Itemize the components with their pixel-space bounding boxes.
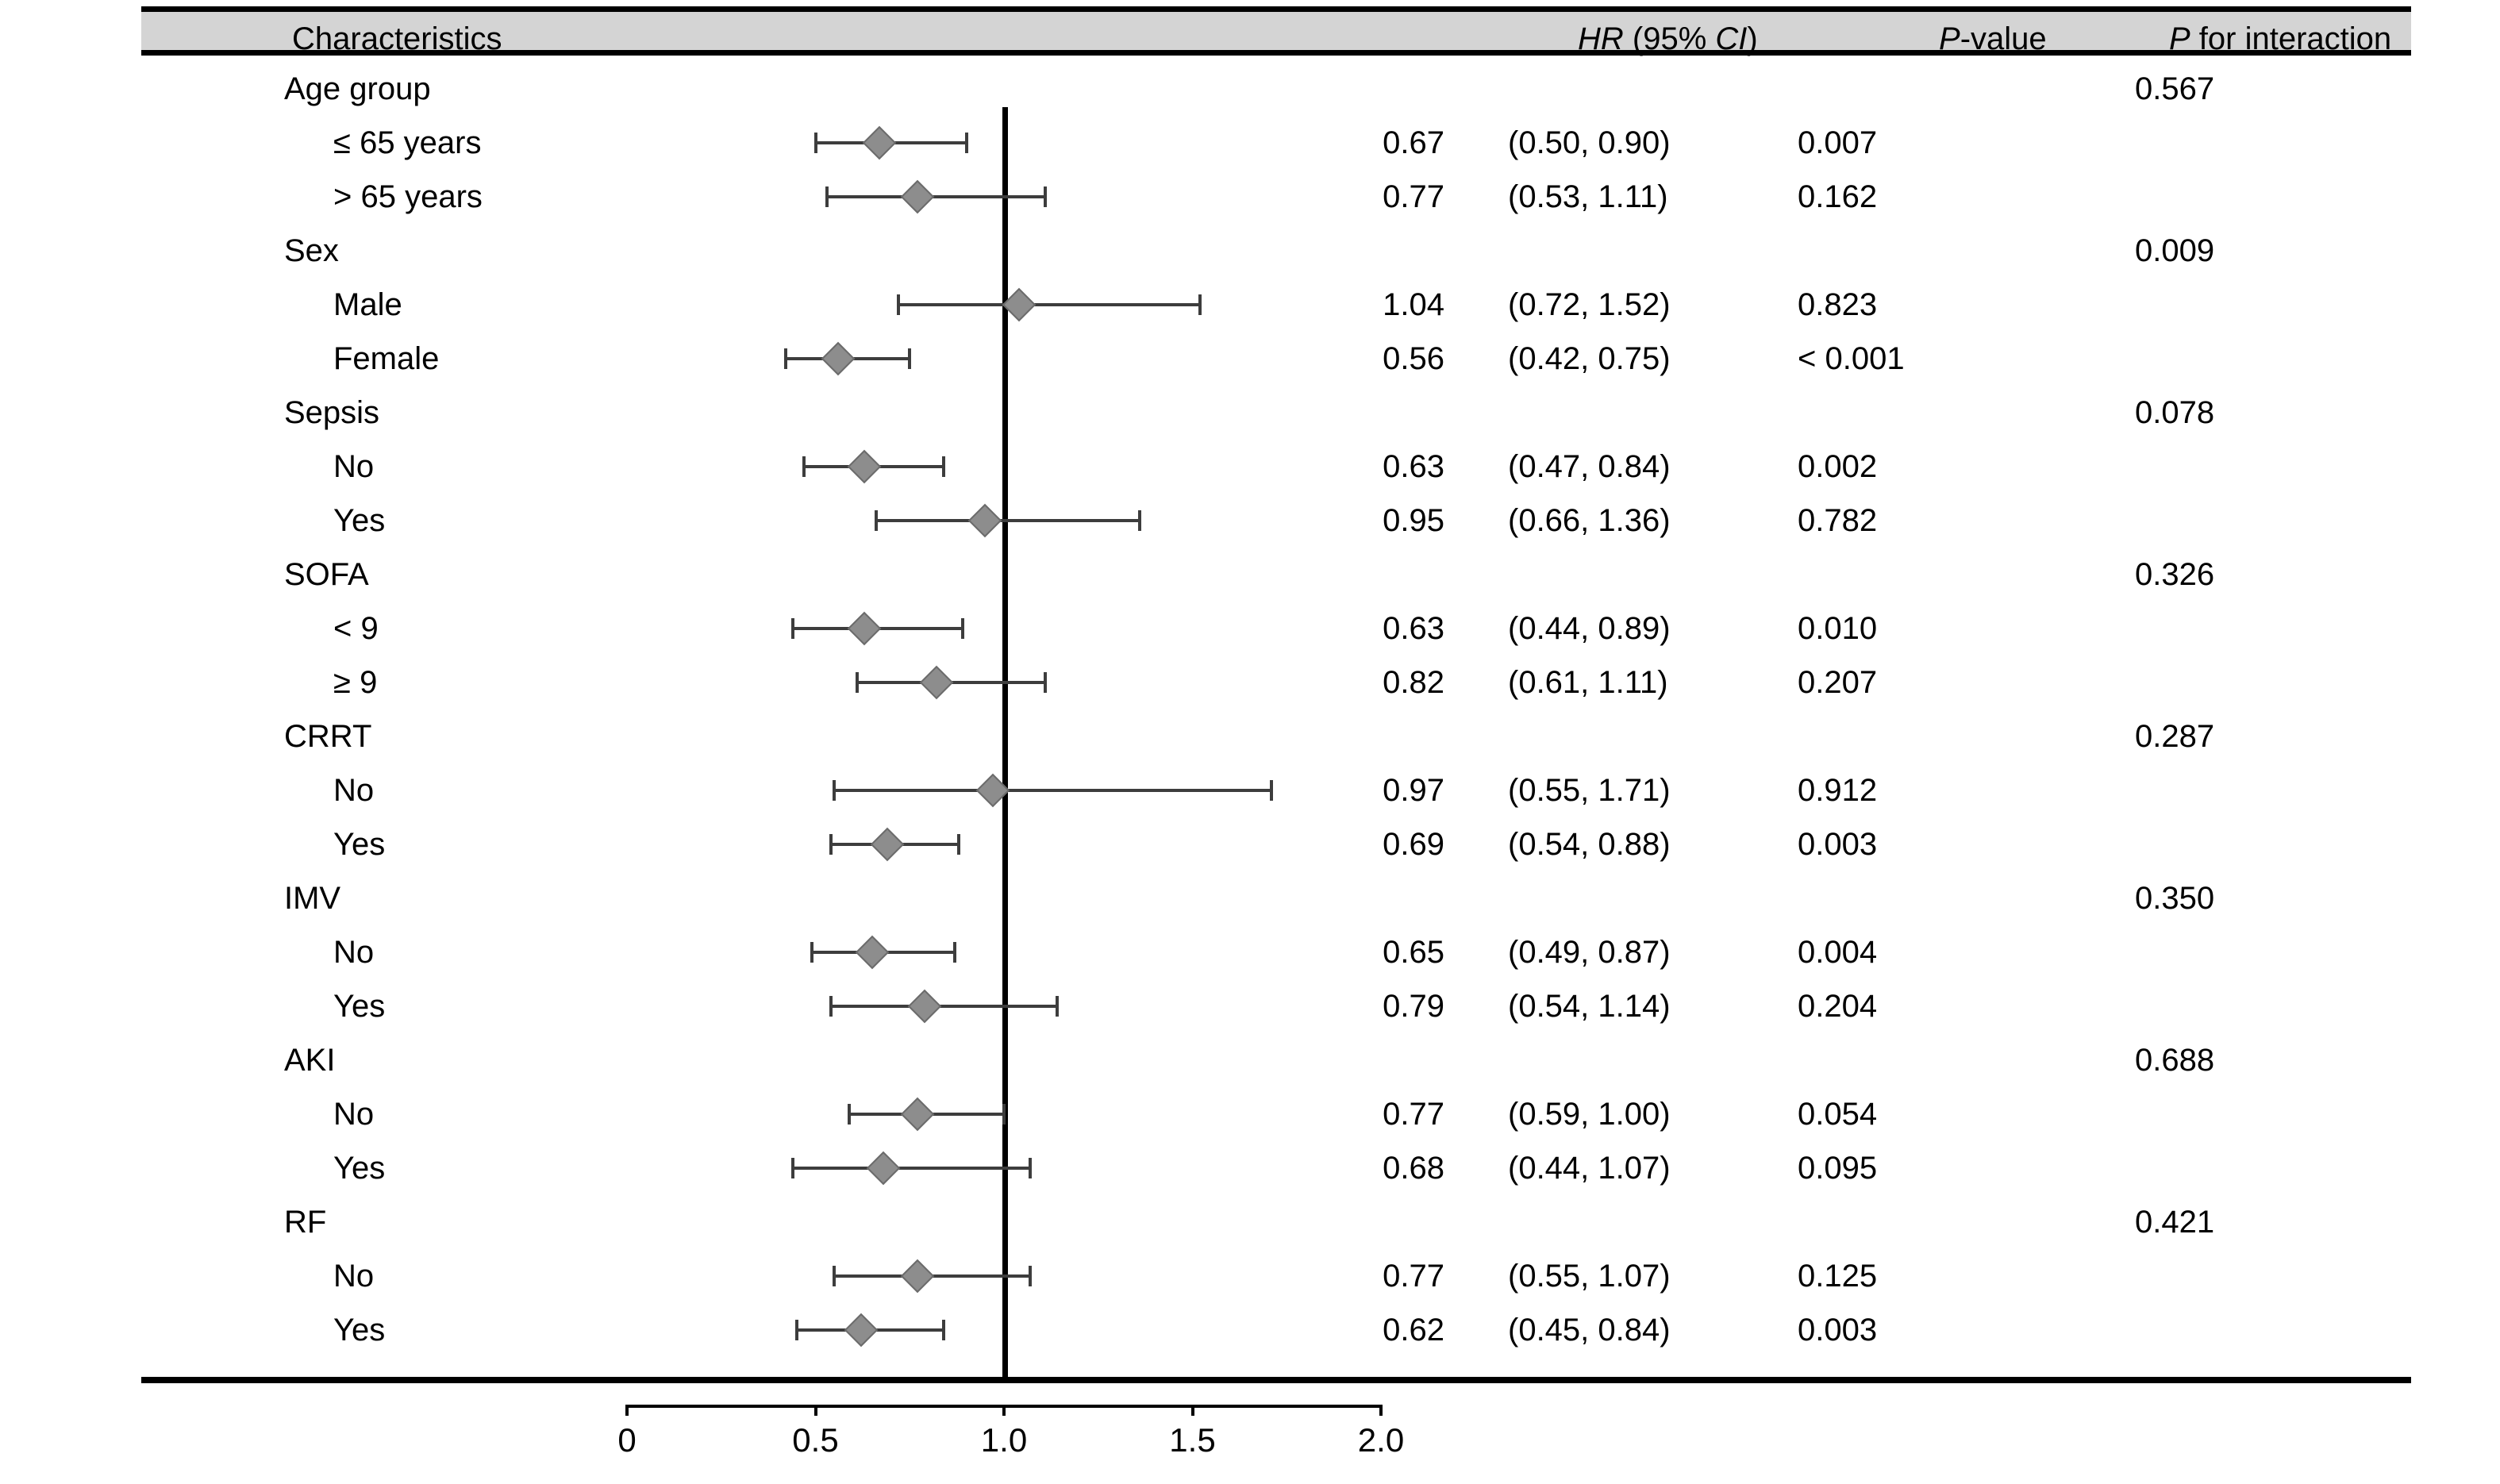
table-row [0, 170, 2500, 224]
confidence-interval: (0.42, 0.75) [1508, 341, 1671, 376]
axis-tick [625, 1405, 629, 1416]
axis-tick-label: 1.0 [980, 1421, 1028, 1459]
hr-value: 0.65 [1383, 935, 1444, 970]
hr-value: 0.77 [1383, 1097, 1444, 1132]
axis-tick-label: 0.5 [792, 1421, 839, 1459]
table-row [0, 871, 2500, 925]
row-subgroup-label: Yes [333, 827, 386, 862]
axis-tick [1191, 1405, 1194, 1416]
point-estimate-marker [901, 1098, 934, 1131]
ci-whisker [876, 519, 1140, 522]
hr-value: 0.82 [1383, 665, 1444, 700]
confidence-interval: (0.59, 1.00) [1508, 1097, 1671, 1132]
confidence-interval: (0.53, 1.11) [1508, 179, 1668, 214]
p-value: < 0.001 [1798, 341, 1905, 376]
axis-tick-label: 2.0 [1357, 1421, 1405, 1459]
point-estimate-marker [1002, 288, 1036, 321]
row-subgroup-label: Female [333, 341, 440, 376]
p-value: 0.002 [1798, 449, 1878, 484]
point-estimate-marker [856, 936, 889, 969]
row-subgroup-label: ≥ 9 [333, 665, 378, 700]
ci-whisker [793, 1167, 1030, 1170]
table-row [0, 1087, 2500, 1141]
confidence-interval: (0.61, 1.11) [1508, 665, 1668, 700]
table-row [0, 1303, 2500, 1357]
p-interaction-value: 0.078 [2135, 395, 2215, 430]
table-row [0, 332, 2500, 386]
ci-whisker [831, 1005, 1057, 1008]
table-row [0, 548, 2500, 602]
ci-cap-upper [1002, 1104, 1006, 1125]
confidence-interval: (0.66, 1.36) [1508, 503, 1671, 538]
point-estimate-marker [844, 1313, 877, 1347]
ci-cap-upper [1029, 1158, 1032, 1178]
hr-value: 0.77 [1383, 1259, 1444, 1294]
row-subgroup-label: No [333, 1097, 375, 1132]
table-header [141, 6, 2411, 56]
hr-value: 0.63 [1383, 611, 1444, 646]
table-bottom-rule [141, 1377, 2411, 1383]
ci-cap-upper [957, 834, 960, 855]
ci-cap-upper [1044, 672, 1047, 693]
p-value: 0.003 [1798, 1313, 1878, 1348]
p-value: 0.207 [1798, 665, 1878, 700]
ci-cap-lower [810, 942, 813, 963]
point-estimate-marker [976, 774, 1010, 807]
axis-tick-label: 1.5 [1169, 1421, 1216, 1459]
table-row [0, 386, 2500, 440]
ci-cap-lower [795, 1320, 798, 1340]
ci-cap-lower [829, 996, 833, 1017]
table-row [0, 494, 2500, 548]
axis-tick-label: 0 [617, 1421, 637, 1459]
ci-whisker [898, 303, 1200, 306]
p-value: 0.095 [1798, 1151, 1878, 1186]
p-interaction-value: 0.350 [2135, 881, 2215, 916]
ci-cap-lower [784, 348, 787, 369]
p-value: 0.054 [1798, 1097, 1878, 1132]
p-value: 0.912 [1798, 773, 1878, 808]
hr-value: 0.62 [1383, 1313, 1444, 1348]
ci-cap-upper [961, 618, 964, 639]
row-group-label: Age group [284, 71, 431, 106]
row-group-label: AKI [284, 1043, 336, 1078]
row-subgroup-label: ≤ 65 years [333, 125, 482, 160]
row-subgroup-label: Male [333, 287, 402, 322]
hr-value: 1.04 [1383, 287, 1444, 322]
row-subgroup-label: No [333, 773, 375, 808]
point-estimate-marker [848, 612, 881, 645]
confidence-interval: (0.45, 0.84) [1508, 1313, 1671, 1348]
p-value: 0.004 [1798, 935, 1878, 970]
column-header-hr: HR (95% CI) [1578, 21, 1758, 56]
point-estimate-marker [871, 828, 904, 861]
table-row [0, 655, 2500, 709]
table-row [0, 62, 2500, 116]
p-value: 0.007 [1798, 125, 1878, 160]
axis-tick [1379, 1405, 1383, 1416]
p-value: 0.125 [1798, 1259, 1878, 1294]
confidence-interval: (0.72, 1.52) [1508, 287, 1671, 322]
ci-whisker [834, 789, 1271, 792]
table-row [0, 1249, 2500, 1303]
hr-value: 0.95 [1383, 503, 1444, 538]
point-estimate-marker [968, 504, 1002, 537]
ci-cap-upper [1056, 996, 1059, 1017]
table-row [0, 1033, 2500, 1087]
table-row [0, 116, 2500, 170]
hr-value: 0.67 [1383, 125, 1444, 160]
point-estimate-marker [867, 1151, 900, 1185]
row-subgroup-label: No [333, 449, 375, 484]
table-row [0, 1195, 2500, 1249]
p-value: 0.010 [1798, 611, 1878, 646]
row-group-label: CRRT [284, 719, 372, 754]
hr-value: 0.79 [1383, 989, 1444, 1024]
ci-cap-lower [848, 1104, 851, 1125]
table-row [0, 763, 2500, 817]
axis-tick [1002, 1405, 1006, 1416]
point-estimate-marker [848, 450, 881, 483]
row-subgroup-label: No [333, 1259, 375, 1294]
ci-cap-upper [1270, 780, 1273, 801]
ci-cap-upper [942, 456, 945, 477]
p-value: 0.823 [1798, 287, 1878, 322]
table-row [0, 1141, 2500, 1195]
ci-cap-lower [802, 456, 806, 477]
ci-cap-lower [814, 133, 817, 153]
hr-value: 0.68 [1383, 1151, 1444, 1186]
table-row [0, 925, 2500, 979]
row-subgroup-label: Yes [333, 1151, 386, 1186]
row-subgroup-label: > 65 years [333, 179, 483, 214]
p-interaction-value: 0.009 [2135, 233, 2215, 268]
confidence-interval: (0.55, 1.71) [1508, 773, 1671, 808]
point-estimate-marker [901, 1259, 934, 1293]
confidence-interval: (0.50, 0.90) [1508, 125, 1671, 160]
ci-cap-upper [1198, 294, 1202, 315]
row-group-label: SOFA [284, 557, 369, 592]
ci-whisker [827, 195, 1046, 198]
table-row [0, 817, 2500, 871]
confidence-interval: (0.55, 1.07) [1508, 1259, 1671, 1294]
row-group-label: Sex [284, 233, 339, 268]
row-group-label: RF [284, 1205, 327, 1240]
confidence-interval: (0.54, 0.88) [1508, 827, 1671, 862]
point-estimate-marker [821, 342, 855, 375]
ci-cap-lower [897, 294, 900, 315]
column-header-p-interaction: P for interaction [2169, 21, 2392, 56]
ci-cap-upper [1138, 510, 1141, 531]
p-value: 0.162 [1798, 179, 1878, 214]
point-estimate-marker [919, 666, 952, 699]
row-group-label: IMV [284, 881, 341, 916]
p-value: 0.204 [1798, 989, 1878, 1024]
column-header-pvalue: P-value [1939, 21, 2047, 56]
ci-cap-upper [908, 348, 911, 369]
ci-cap-lower [791, 1158, 794, 1178]
ci-cap-lower [875, 510, 878, 531]
ci-cap-lower [856, 672, 859, 693]
ci-cap-upper [1044, 186, 1047, 207]
confidence-interval: (0.54, 1.14) [1508, 989, 1671, 1024]
ci-cap-lower [829, 834, 833, 855]
ci-cap-lower [833, 1266, 836, 1286]
point-estimate-marker [908, 990, 941, 1023]
hr-value: 0.69 [1383, 827, 1444, 862]
axis-tick [814, 1405, 817, 1416]
row-subgroup-label: Yes [333, 503, 386, 538]
row-subgroup-label: < 9 [333, 611, 379, 646]
hr-value: 0.97 [1383, 773, 1444, 808]
table-row [0, 709, 2500, 763]
confidence-interval: (0.47, 0.84) [1508, 449, 1671, 484]
confidence-interval: (0.44, 1.07) [1508, 1151, 1671, 1186]
ci-cap-upper [965, 133, 968, 153]
ci-cap-upper [942, 1320, 945, 1340]
ci-cap-upper [953, 942, 956, 963]
confidence-interval: (0.44, 0.89) [1508, 611, 1671, 646]
row-group-label: Sepsis [284, 395, 380, 430]
table-row [0, 224, 2500, 278]
hr-value: 0.56 [1383, 341, 1444, 376]
ci-cap-lower [833, 780, 836, 801]
table-row [0, 602, 2500, 655]
row-subgroup-label: No [333, 935, 375, 970]
column-header-characteristics: Characteristics [292, 21, 502, 56]
p-value: 0.782 [1798, 503, 1878, 538]
p-interaction-value: 0.287 [2135, 719, 2215, 754]
ci-cap-upper [1029, 1266, 1032, 1286]
p-interaction-value: 0.421 [2135, 1205, 2215, 1240]
row-subgroup-label: Yes [333, 1313, 386, 1348]
hr-value: 0.63 [1383, 449, 1444, 484]
p-interaction-value: 0.688 [2135, 1043, 2215, 1078]
table-row [0, 440, 2500, 494]
p-interaction-value: 0.326 [2135, 557, 2215, 592]
table-row [0, 979, 2500, 1033]
confidence-interval: (0.49, 0.87) [1508, 935, 1671, 970]
ci-cap-lower [825, 186, 829, 207]
ci-cap-lower [791, 618, 794, 639]
p-interaction-value: 0.567 [2135, 71, 2215, 106]
point-estimate-marker [863, 126, 896, 160]
hr-value: 0.77 [1383, 179, 1444, 214]
point-estimate-marker [901, 180, 934, 213]
p-value: 0.003 [1798, 827, 1878, 862]
table-row [0, 278, 2500, 332]
row-subgroup-label: Yes [333, 989, 386, 1024]
